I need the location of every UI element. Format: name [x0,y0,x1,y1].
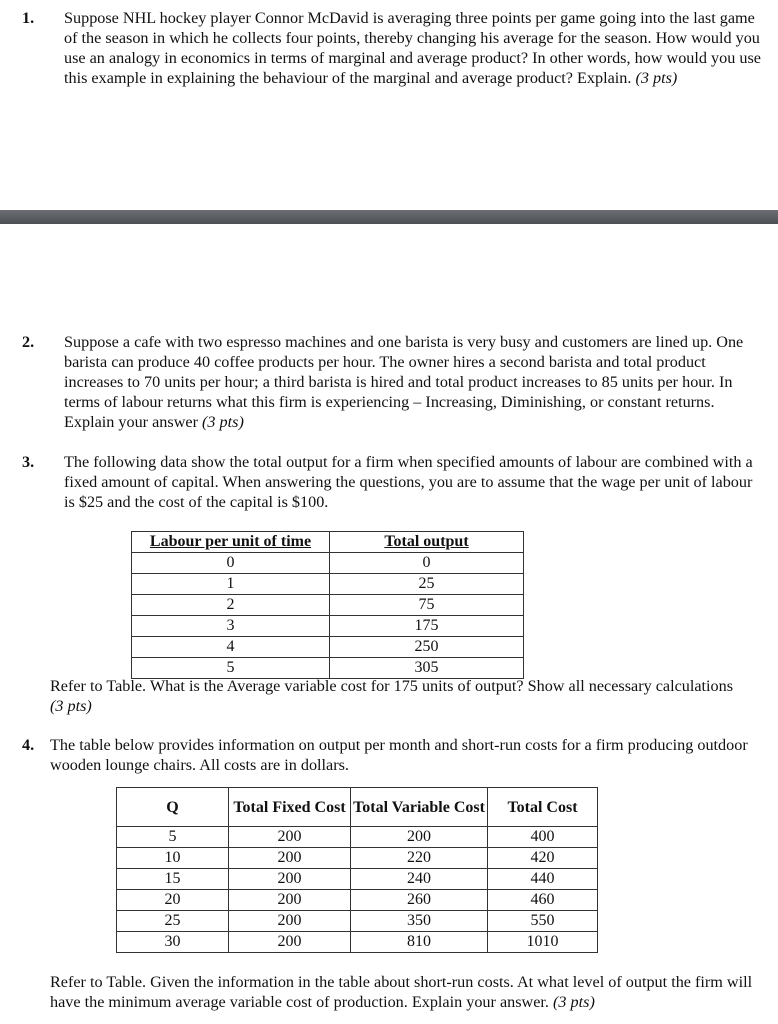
table-row [117,911,598,932]
table-row [132,553,524,574]
table-cell: 810 [351,932,488,953]
table-cell: 10 [117,848,229,869]
table-cell: 420 [488,848,598,869]
table-cell: 200 [229,911,351,932]
table-cell: 5 [117,827,229,848]
table-cell: 200 [229,848,351,869]
table-cell: 1 [132,574,330,595]
question-4 [50,735,750,775]
table-cell: 240 [351,869,488,890]
question-3-followup [50,676,750,716]
table-cell: 200 [229,890,351,911]
table-cell: 25 [330,574,524,595]
short-run-cost-table [116,787,598,953]
question-2 [64,332,754,432]
column-header: Total output [330,532,524,553]
table-cell: 15 [117,869,229,890]
table-cell: 220 [351,848,488,869]
question-4-text: The table below provides information on output per month and short-run costs for a firm producing outdoor wooden lounge chairs. All costs are in dollars. [50,736,748,774]
question-2-points: (3 pts) [202,413,244,431]
question-3-points: (3 pts) [50,697,92,715]
question-3-followup-text: Refer to Table. What is the Average variable cost for 175 units of output? Show all necessary calculations [50,677,734,695]
table-cell: 5 [132,658,330,679]
table-row [132,637,524,658]
table-cell: 3 [132,616,330,637]
table-cell: 20 [117,890,229,911]
question-2-number: 2. [22,333,35,351]
table-row [132,574,524,595]
table-cell: 1010 [488,932,598,953]
column-header: Total Variable Cost [351,788,488,827]
question-1-number: 1. [22,9,35,27]
table-row [117,869,598,890]
table-cell: 30 [117,932,229,953]
table-cell: 460 [488,890,598,911]
table-cell: 250 [330,637,524,658]
table-cell: 200 [229,827,351,848]
table-cell: 400 [488,827,598,848]
table-cell: 2 [132,595,330,616]
table-cell: 305 [330,658,524,679]
column-header: Labour per unit of time [132,532,330,553]
table-row [117,848,598,869]
section-divider [0,210,778,224]
table-cell: 440 [488,869,598,890]
question-4-number: 4. [22,736,35,754]
table-row [117,932,598,953]
table-cell: 550 [488,911,598,932]
question-1 [64,8,770,88]
question-4-points: (3 pts) [553,993,595,1011]
table-row [132,616,524,637]
table-cell: 200 [229,932,351,953]
column-header: Total Cost [488,788,598,827]
table-cell: 0 [330,553,524,574]
question-3-number: 3. [22,453,35,471]
column-header: Total Fixed Cost [229,788,351,827]
table-cell: 175 [330,616,524,637]
column-header: Q [117,788,229,827]
question-4-followup [50,972,768,1012]
table-cell: 350 [351,911,488,932]
table-cell: 25 [117,911,229,932]
question-1-text: Suppose NHL hockey player Connor McDavid is averaging three points per game going into the last game of the season in which he collects four points, thereby changing his average for the season. How would you use an analogy in economics in terms of marginal and average product? In other words, how would you use this example in explaining the behaviour of the marginal and average product? Explain. [64,9,761,87]
question-3-text: The following data show the total output for a firm when specified amounts of labour are combined with a fixed amount of capital. When answering the questions, you are to assume that the wage per unit of labour is $25 and the cost of the capital is $100. [64,453,753,511]
question-4-followup-text: Refer to Table. Given the information in the table about short-run costs. At what level of output the firm will have the minimum average variable cost of production. Explain your answer. [50,973,753,1011]
table-cell: 200 [229,869,351,890]
table-cell: 75 [330,595,524,616]
question-3 [64,452,754,512]
labour-output-table [131,531,524,679]
table-row [132,595,524,616]
table-row [117,827,598,848]
table-cell: 260 [351,890,488,911]
table-row [117,890,598,911]
table-cell: 0 [132,553,330,574]
table-cell: 200 [351,827,488,848]
table-header-row [132,532,524,553]
table-cell: 4 [132,637,330,658]
table-header-row [117,788,598,827]
question-2-text: Suppose a cafe with two espresso machines and one barista is very busy and customers are lined up. One barista can produce 40 coffee products per hour. The owner hires a second barista and total product increases to 70 units per hour; a third barista is hired and total product increases to 85 units per hour. In terms of labour returns what this firm is experiencing – Increasing, Diminishing, or constant returns. Explain your answer [64,333,744,431]
question-1-points: (3 pts) [635,69,678,87]
